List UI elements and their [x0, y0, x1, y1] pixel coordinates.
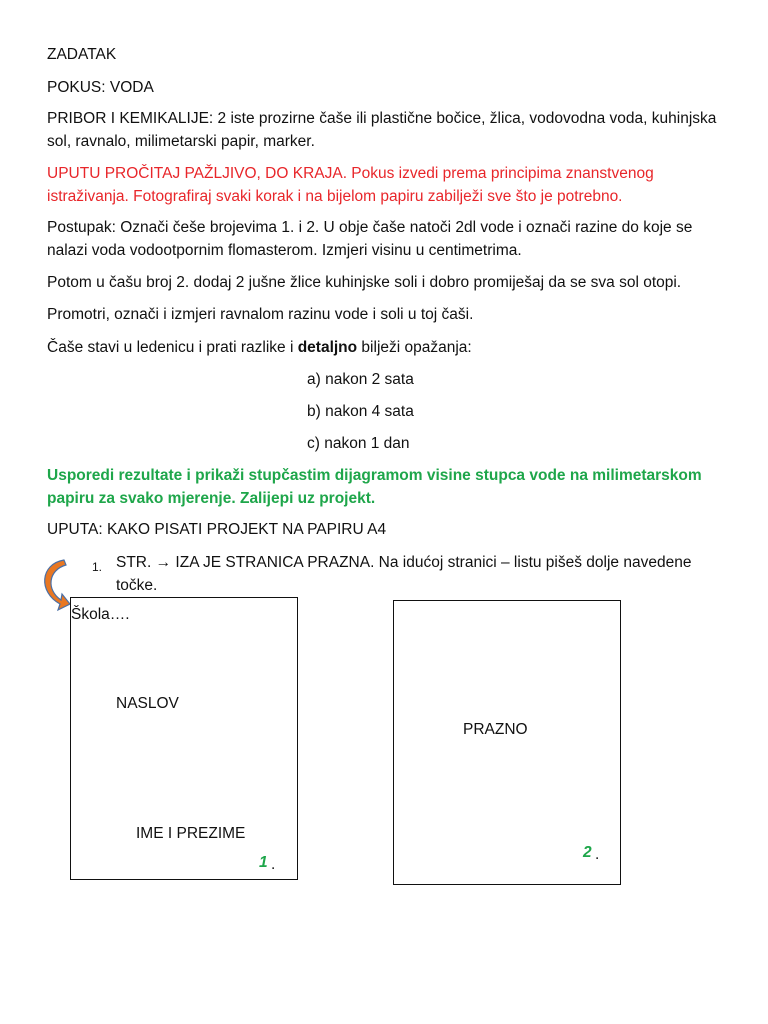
- page-number-dot: .: [595, 846, 600, 863]
- interval-b: b) nakon 4 sata: [307, 403, 414, 420]
- fridge-step-start: Čaše stavi u ledenicu i prati razlike i: [47, 339, 298, 356]
- procedure-paragraph: Postupak: Označi češe brojevima 1. i 2. U obje čaše natoči 2dl vode i označi razine do koje se nalazi voda vodootpornim flomasterom. Izmjeri visinu u centimetrima.: [47, 219, 693, 259]
- interval-a: a) nakon 2 sata: [307, 371, 414, 388]
- document-title: ZADATAK: [47, 46, 117, 63]
- blank-page-label: PRAZNO: [463, 721, 528, 738]
- list-item-number: 1.: [92, 560, 103, 574]
- green-instruction: Usporedi rezultate i prikaži stupčastim dijagramom visine stupca vode na milimetarskom papiru za svako mjerenje. Zalijepi uz projekt.: [47, 467, 702, 507]
- red-instruction: UPUTU PROČITAJ PAŽLJIVO, DO KRAJA. Pokus izvedi prema principima znanstvenog istraživanja. Fotografiraj svaki korak i na bijelom papiru zabilježi sve što je potrebno.: [47, 165, 654, 205]
- title-page-box: [70, 597, 298, 880]
- salt-step: Potom u čašu broj 2. dodaj 2 jušne žlice kuhinjske soli i dobro promiješaj da se sva sol otopi.: [47, 274, 682, 291]
- fridge-step-emphasis: detaljno: [297, 339, 358, 356]
- measure-step: Promotri, označi i izmjeri ravnalom razinu vode i soli u toj čaši.: [47, 306, 474, 323]
- interval-c: c) nakon 1 dan: [307, 435, 410, 452]
- list-item-text: STR. → IZA JE STRANICA PRAZNA. Na idućoj stranici – listu pišeš dolje navedene točke.: [116, 554, 692, 594]
- name-label: IME I PREZIME: [136, 825, 246, 842]
- blank-page-box: [393, 600, 621, 885]
- page-number-dot: .: [271, 856, 276, 873]
- page-number-2: 2: [583, 844, 592, 861]
- fridge-step: [47, 336, 727, 359]
- experiment-title: POKUS: VODA: [47, 79, 154, 96]
- fridge-step-end: bilježi opažanja:: [357, 339, 472, 356]
- page-number-1: 1: [259, 854, 268, 871]
- project-heading: UPUTA: KAKO PISATI PROJEKT NA PAPIRU A4: [47, 521, 387, 538]
- equipment-paragraph: PRIBOR I KEMIKALIJE: 2 iste prozirne čaše ili plastične bočice, žlica, vodovodna voda, kuhinjska sol, ravnalo, milimetarski papir, marker.: [47, 110, 717, 150]
- school-label: Škola….: [71, 606, 130, 623]
- title-label: NASLOV: [116, 695, 179, 712]
